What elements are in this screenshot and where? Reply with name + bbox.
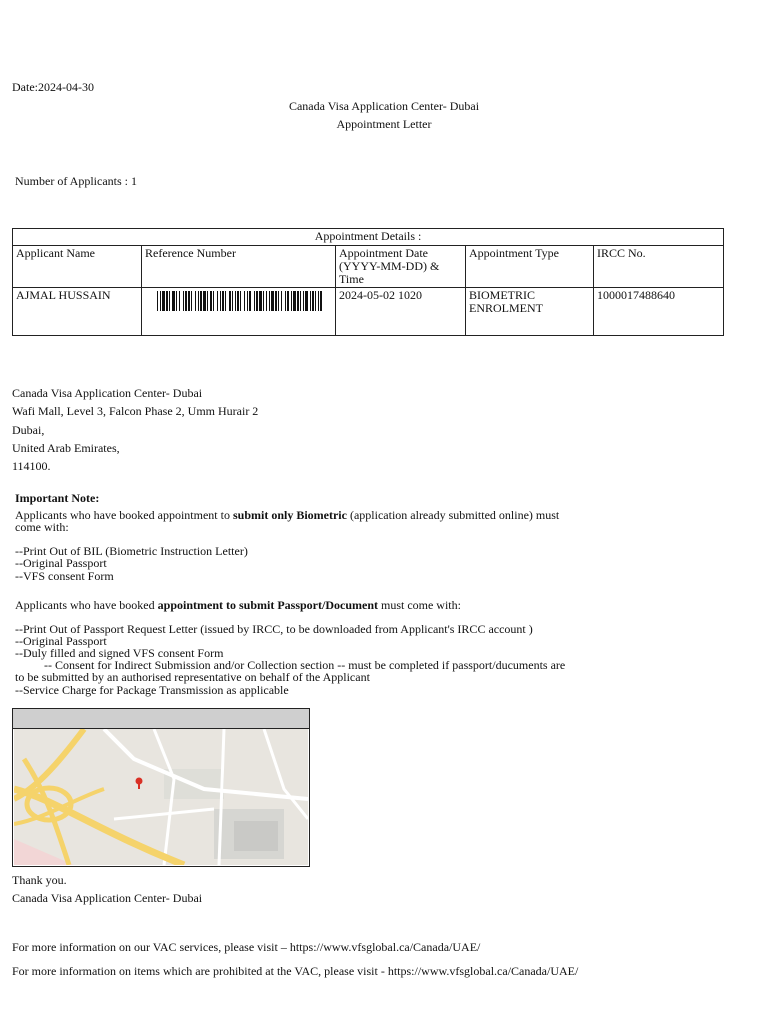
map-header-bar bbox=[13, 709, 309, 729]
note-text: come with: bbox=[15, 520, 69, 534]
note-text: Applicants who have booked bbox=[15, 598, 158, 612]
applicants-count: Number of Applicants : 1 bbox=[15, 174, 137, 188]
closing-thanks: Thank you. bbox=[12, 873, 67, 887]
prohibited-items-info-text: For more information on items which are prohibited at the VAC, please visit - https://www.vfsglobal.ca/Canada/UAE/ bbox=[12, 964, 579, 978]
note-text: must come with: bbox=[377, 598, 461, 612]
table-header-row bbox=[13, 246, 724, 288]
column-header: Reference Number bbox=[142, 246, 336, 288]
column-header: Applicant Name bbox=[13, 246, 142, 288]
center-name-heading: Canada Visa Application Center- Dubai bbox=[288, 99, 480, 113]
column-header: Appointment Date (YYYY-MM-DD) & Time bbox=[336, 246, 466, 288]
appointment-type-cell: BIOMETRIC ENROLMENT bbox=[466, 288, 594, 336]
column-header: IRCC No. bbox=[594, 246, 724, 288]
services-info-text: For more information on our VAC services, please visit – https://www.vfsglobal.ca/Canada/UAE/ bbox=[12, 940, 481, 954]
list-item: --Duly filled and signed VFS consent Form bbox=[15, 646, 224, 660]
location-map bbox=[12, 708, 310, 867]
note-text: (application already submitted online) must bbox=[346, 508, 560, 522]
biometric-note bbox=[15, 508, 559, 523]
list-item: --Print Out of BIL (Biometric Instruction Letter) bbox=[15, 544, 248, 558]
note-emphasis: appointment to submit Passport/Document bbox=[157, 598, 378, 612]
applicant-name-cell: AJMAL HUSSAIN bbox=[13, 288, 142, 336]
consent-note: -- Consent for Indirect Submission and/or Collection section -- must be completed if passport/ducuments are bbox=[44, 658, 566, 672]
address-line: 114100. bbox=[12, 459, 51, 473]
appointment-datetime-cell: 2024-05-02 1020 bbox=[336, 288, 466, 336]
table-row bbox=[13, 288, 724, 336]
closing-signature: Canada Visa Application Center- Dubai bbox=[12, 891, 203, 905]
reference-number-cell bbox=[142, 288, 336, 336]
address-line: Dubai, bbox=[12, 423, 45, 437]
passport-note bbox=[15, 598, 461, 613]
letter-title: Appointment Letter bbox=[336, 117, 432, 131]
important-note-heading: Important Note: bbox=[15, 491, 100, 505]
appointment-table bbox=[12, 228, 724, 336]
note-text: Applicants who have booked appointment to bbox=[15, 508, 233, 522]
map-image bbox=[14, 729, 308, 865]
letter-date: Date:2024-04-30 bbox=[12, 80, 94, 94]
list-item: --Original Passport bbox=[15, 556, 107, 570]
ircc-number-cell: 1000017488640 bbox=[594, 288, 724, 336]
list-item: --Print Out of Passport Request Letter (issued by IRCC, to be downloaded from Applicant's IRCC account ) bbox=[15, 622, 533, 636]
list-item: --Original Passport bbox=[15, 634, 107, 648]
column-header: Appointment Type bbox=[466, 246, 594, 288]
address-line: United Arab Emirates, bbox=[12, 441, 120, 455]
list-item: --VFS consent Form bbox=[15, 569, 114, 583]
consent-note: to be submitted by an authorised representative on behalf of the Applicant bbox=[15, 670, 370, 684]
address-line: Wafi Mall, Level 3, Falcon Phase 2, Umm Hurair 2 bbox=[12, 404, 259, 418]
address-line: Canada Visa Application Center- Dubai bbox=[12, 386, 203, 400]
table-caption: Appointment Details : bbox=[13, 229, 724, 246]
barcode-image bbox=[157, 291, 322, 311]
list-item: --Service Charge for Package Transmission as applicable bbox=[15, 683, 289, 697]
note-emphasis: submit only Biometric bbox=[232, 508, 347, 522]
